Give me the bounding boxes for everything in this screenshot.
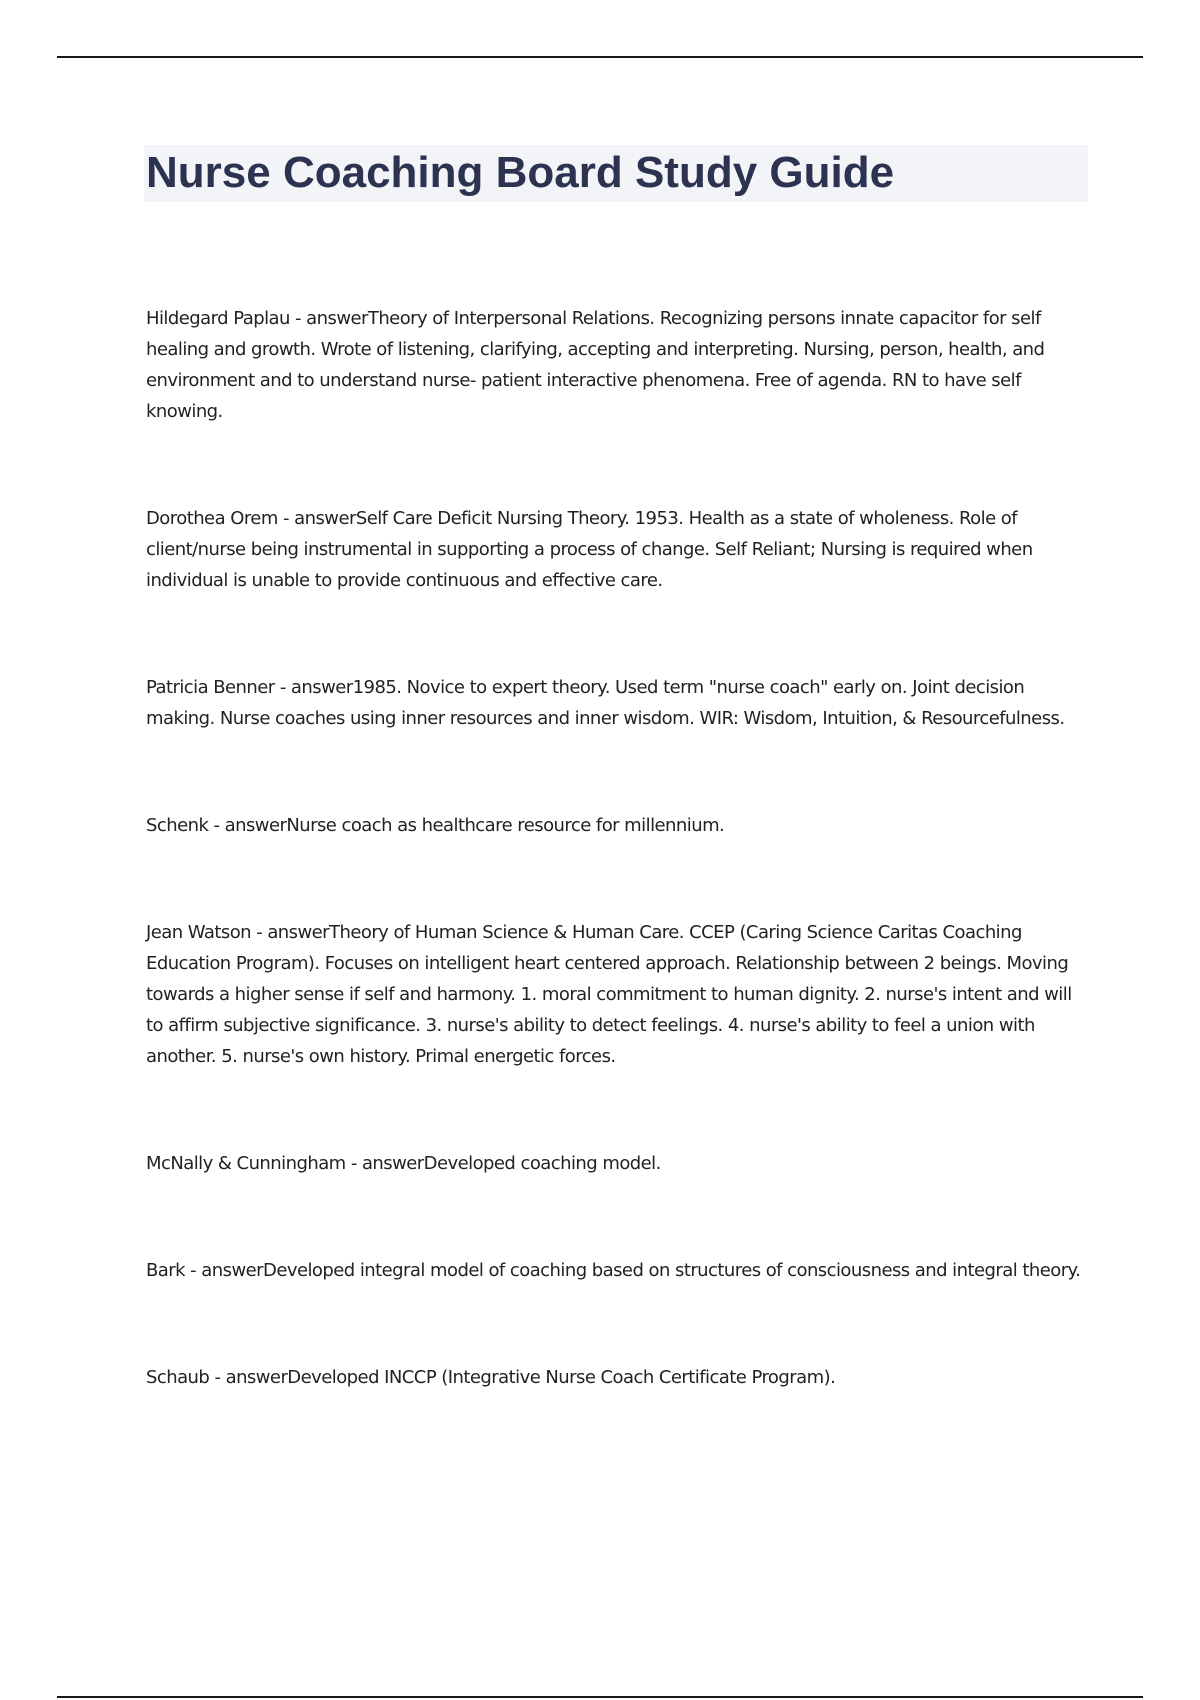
footer-rule <box>57 1696 1143 1698</box>
entry-mcnally-cunningham: McNally & Cunningham - answerDeveloped coaching model. <box>146 1153 661 1174</box>
page-title: Nurse Coaching Board Study Guide <box>146 148 895 197</box>
entry-list <box>146 303 1086 1469</box>
entry-benner: Patricia Benner - answer1985. Novice to expert theory. Used term "nurse coach" early on. Joint decision making. Nurse coaches using inner resources and inner wisdom. WIR: Wisdom, Intuition, & Resourcefulness. <box>146 677 1065 729</box>
header-rule <box>57 56 1143 58</box>
entry-watson: Jean Watson - answerTheory of Human Science & Human Care. CCEP (Caring Science Caritas Coaching Education Program). Focuses on intelligent heart centered approach. Relationship between 2 beings. Moving towards a higher sense if self and harmony. 1. moral commitment to human dignity. 2. nurse's intent and will to affirm subjective significance. 3. nurse's ability to detect feelings. 4. nurse's ability to feel a union with another. 5. nurse's own history. Primal energetic forces. <box>146 922 1072 1067</box>
entry-bark: Bark - answerDeveloped integral model of coaching based on structures of consciousness and integral theory. <box>146 1260 1081 1281</box>
entry-schenk: Schenk - answerNurse coach as healthcare resource for millennium. <box>146 815 725 836</box>
entry-paplau: Hildegard Paplau - answerTheory of Interpersonal Relations. Recognizing persons innate capacitor for self healing and growth. Wrote of listening, clarifying, accepting and interpreting. Nursing, person, health, and environment and to understand nurse- patient interactive phenomena. Free of agenda. RN to have self knowing. <box>146 308 1045 422</box>
entry-schaub: Schaub - answerDeveloped INCCP (Integrative Nurse Coach Certificate Program). <box>146 1367 836 1388</box>
entry-orem: Dorothea Orem - answerSelf Care Deficit Nursing Theory. 1953. Health as a state of wholeness. Role of client/nurse being instrumental in supporting a process of change. Self Reliant; Nursing is required when individual is unable to provide continuous and effective care. <box>146 508 1033 591</box>
